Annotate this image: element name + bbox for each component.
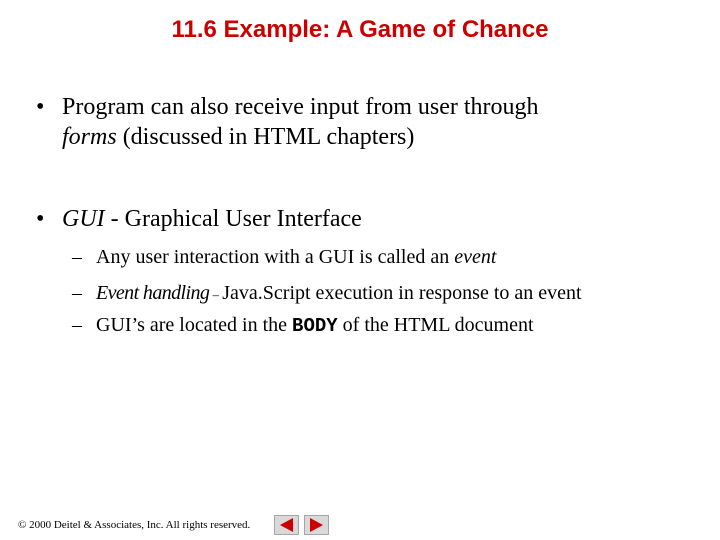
sub-bullet-text xyxy=(96,313,534,338)
slide-title: 11.6 Example: A Game of Chance xyxy=(171,16,549,43)
sub-text-rest: Java.Script execution in response to an event xyxy=(222,282,582,304)
triangle-left-icon xyxy=(275,516,298,534)
gui-term: GUI xyxy=(62,206,105,232)
event-term: event xyxy=(454,246,497,268)
bullet-text xyxy=(62,204,362,234)
sub-bullet-marker: – xyxy=(72,246,82,268)
forms-rest: (discussed in HTML chapters) xyxy=(116,124,415,150)
bullet-marker: • xyxy=(36,94,45,120)
sub-bullet-text xyxy=(96,281,582,307)
triangle-right-icon xyxy=(305,516,328,534)
bullet-line-2 xyxy=(62,122,539,152)
gui-rest: - Graphical User Interface xyxy=(104,206,362,232)
sub-bullet-marker: – xyxy=(72,314,82,336)
sub-bullet-marker: – xyxy=(72,282,82,304)
body-code: BODY xyxy=(292,315,338,337)
sub-text-post: of the HTML document xyxy=(337,314,534,336)
previous-slide-button[interactable] xyxy=(274,515,299,535)
sub-bullet-text xyxy=(96,245,496,269)
forms-term: forms xyxy=(62,124,117,150)
sub-text-pre: Any user interaction with a GUI is called an xyxy=(96,246,455,268)
copyright-text: 2000 Deitel & Associates, Inc. All rights reserved. xyxy=(26,519,251,531)
bullet-marker: • xyxy=(36,206,45,232)
copyright-footer xyxy=(18,518,250,532)
bullet-line-1: Program can also receive input from user through xyxy=(62,94,539,120)
bullet-text xyxy=(62,92,539,152)
next-slide-button[interactable] xyxy=(304,515,329,535)
small-dash: – xyxy=(209,287,223,302)
sub-text-pre: GUI’s are located in the xyxy=(96,314,293,336)
copyright-symbol: © xyxy=(18,519,27,531)
event-handling-term: Event handling xyxy=(96,282,210,304)
